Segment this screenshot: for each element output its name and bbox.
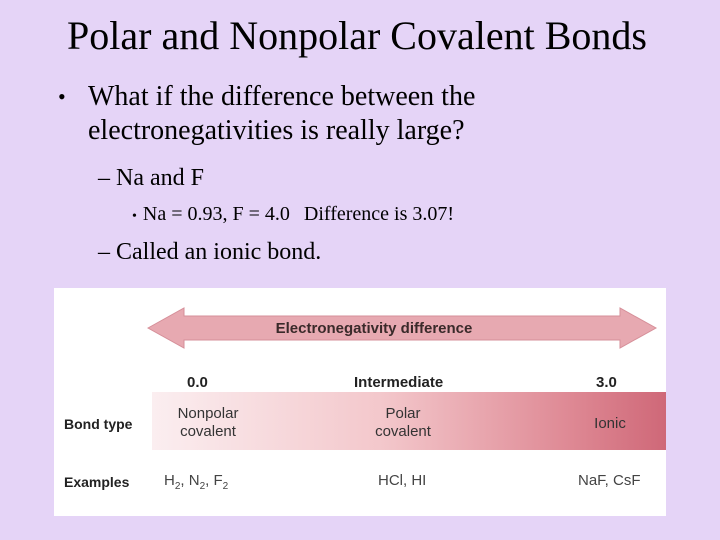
bond-polar (358, 405, 448, 441)
bullet-marker: • (58, 84, 66, 109)
bond-nonpolar (158, 405, 258, 441)
bond-nonpolar-line2: covalent (180, 423, 236, 440)
arrow-label: Electronegativity difference (275, 320, 473, 337)
sub-bullet-difference: Difference is 3.07! (303, 203, 455, 225)
bond-polar-line1: Polar (385, 405, 421, 422)
row-label-bond-type: Bond type (64, 416, 133, 432)
scale-low: 0.0 (187, 374, 208, 391)
bond-ionic: Ionic (594, 415, 626, 432)
sub-bullet (132, 202, 454, 229)
example-nonpolar: $H_2$, $N_2$, $F_2$ (164, 472, 229, 492)
main-bullet (58, 80, 678, 148)
sub-bullet-values: Na = 0.93, F = 4.0 (142, 203, 290, 225)
dash-item-ionic: – Called an ionic bond. (98, 239, 322, 265)
scale-mid: Intermediate (354, 374, 444, 391)
dash-item-na-f: – Na and F (98, 165, 204, 191)
row-label-examples: Examples (64, 474, 130, 490)
bond-nonpolar-line1: Nonpolar (177, 405, 239, 422)
sub-bullet-marker: • (132, 209, 137, 224)
main-bullet-text: What if the difference between the electronegativities is really large? (88, 81, 476, 146)
example-polar: HCl, HI (378, 472, 427, 489)
scale-high: 3.0 (596, 374, 617, 391)
electronegativity-figure (54, 288, 666, 516)
example-ionic: NaF, CsF (578, 472, 641, 489)
bond-polar-line2: covalent (375, 423, 431, 440)
slide-title: Polar and Nonpolar Covalent Bonds (67, 13, 647, 58)
